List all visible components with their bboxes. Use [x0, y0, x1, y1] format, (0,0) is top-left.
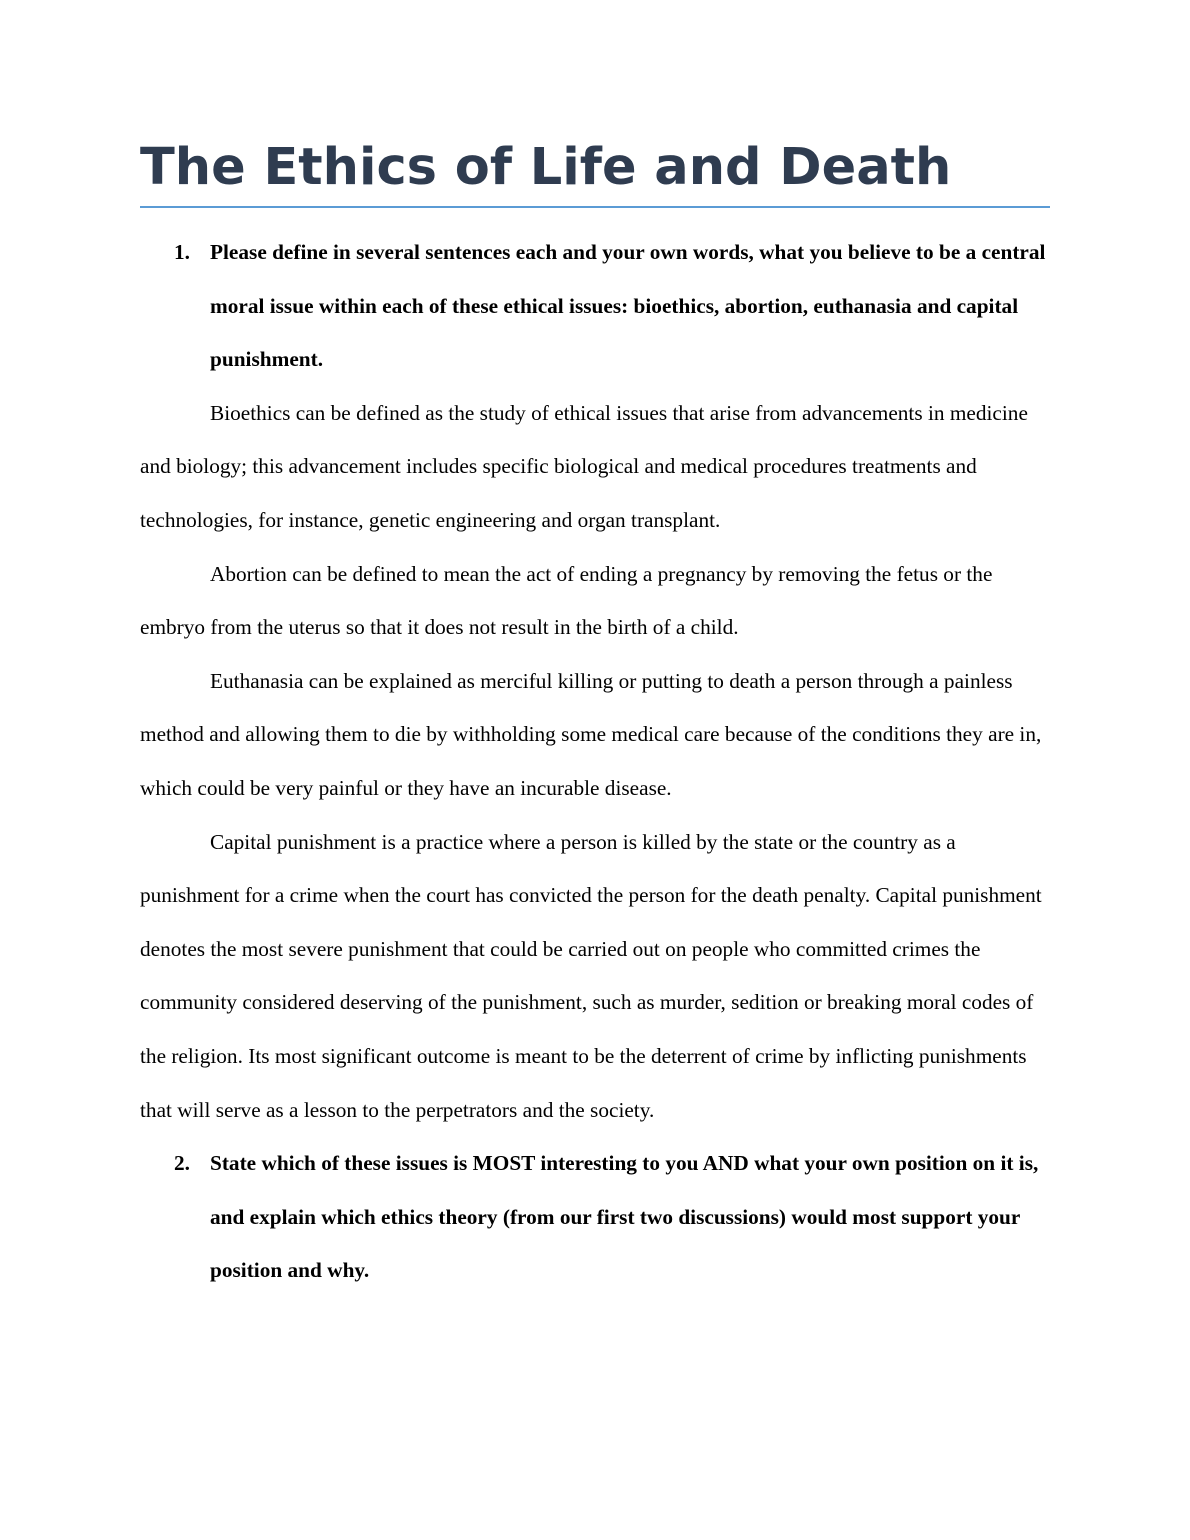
answer-euthanasia: Euthanasia can be explained as merciful killing or putting to death a person through a painless method and allowing them to die by withholding some medical care because of the conditions they are in, which could be very painful or they have an incurable disease.: [140, 668, 1042, 800]
document-page: [140, 132, 1050, 1298]
question-number: 2.: [174, 1151, 190, 1176]
question-2: [140, 1137, 1050, 1298]
question-text: State which of these issues is MOST interesting to you AND what your own position on it is, and explain which ethics theory (from our first two discussions) would most support your position and why.: [210, 1151, 1039, 1283]
answer-abortion: Abortion can be defined to mean the act of ending a pregnancy by removing the fetus or the embryo from the uterus so that it does not result in the birth of a child.: [140, 561, 993, 640]
answer-bioethics: Bioethics can be defined as the study of ethical issues that arise from advancements in medicine and biology; this advancement includes specific biological and medical procedures treatments and technologies, for instance, genetic engineering and organ transplant.: [140, 400, 1028, 532]
document-title: The Ethics of Life and Death: [140, 132, 1050, 208]
answer-capital-punishment: Capital punishment is a practice where a person is killed by the state or the country as a punishment for a crime when the court has convicted the person for the death penalty. Capital punishment denotes the most severe punishment that could be carried out on people who committed crimes the community considered deserving of the punishment, such as murder, sedition or breaking moral codes of the religion. Its most significant outcome is meant to be the deterrent of crime by inflicting punishments that will serve as a lesson to the perpetrators and the society.: [140, 829, 1042, 1122]
document-body: [140, 226, 1050, 1298]
question-number: 1.: [174, 240, 190, 264]
question-1: [140, 226, 1050, 387]
question-text: Please define in several sentences each and your own words, what you believe to be a central moral issue within each of these ethical issues: bioethics, abortion, euthanasia and capital punishment.: [210, 240, 1046, 372]
